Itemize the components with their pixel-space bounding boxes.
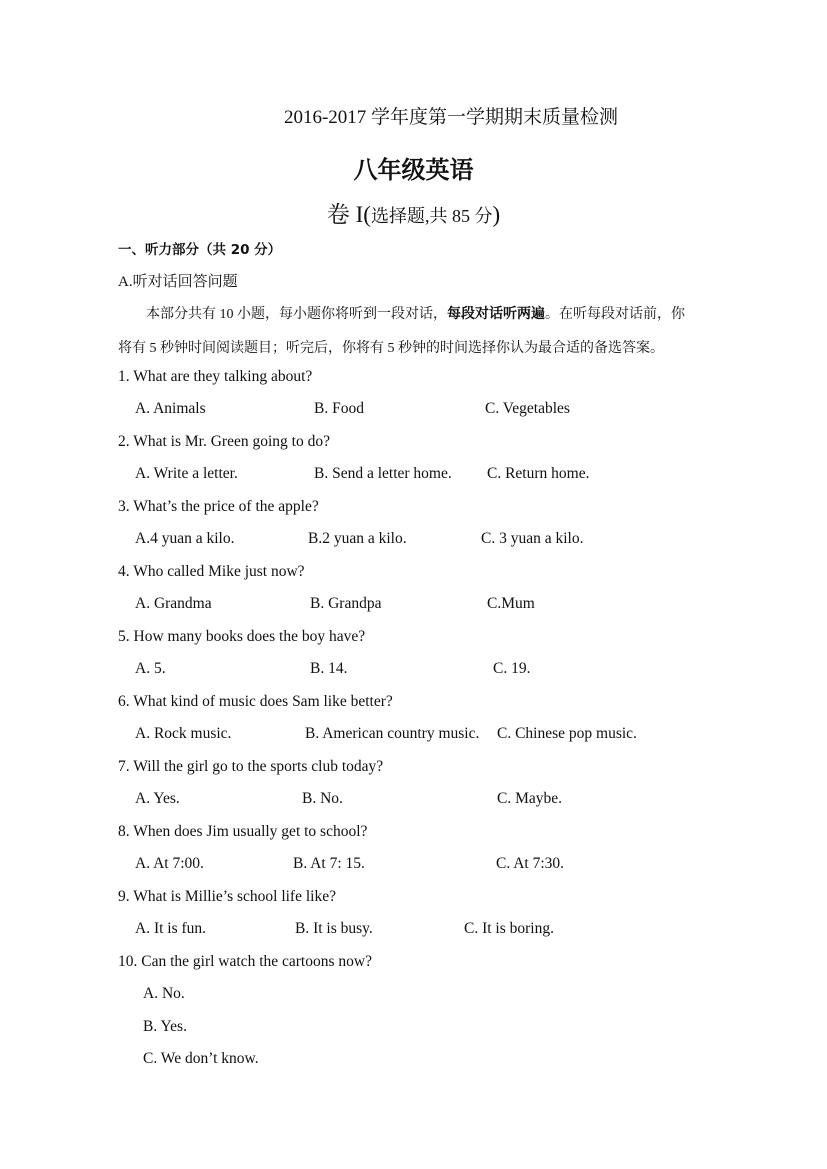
- q8-option-a: A. At 7:00.: [135, 855, 204, 872]
- q3-option-b: B.2 yuan a kilo.: [308, 530, 407, 547]
- q9-option-a: A. It is fun.: [135, 920, 207, 937]
- question-10: 10. Can the girl watch the cartoons now?: [118, 953, 372, 970]
- question-7: 7. Will the girl go to the sports club today?: [118, 758, 384, 775]
- q1-option-b: B. Food: [314, 400, 364, 417]
- question-8: 8. When does Jim usually get to school?: [118, 823, 368, 840]
- q5-option-c: C. 19.: [493, 660, 531, 677]
- question-6: 6. What kind of music does Sam like better?: [118, 693, 393, 710]
- question-5: 5. How many books does the boy have?: [118, 628, 366, 645]
- q3-option-c: C. 3 yuan a kilo.: [481, 530, 584, 547]
- q8-option-b: B. At 7: 15.: [293, 855, 365, 872]
- q4-option-b: B. Grandpa: [310, 595, 382, 612]
- q10-option-b: B. Yes.: [143, 1018, 187, 1035]
- q9-option-b: B. It is busy.: [295, 920, 373, 937]
- exam-title: 2016-2017 学年度第一学期期末质量检测: [283, 107, 619, 128]
- instruction-line-2: 将有 5 秒钟时间阅读题目；听完后，你将有 5 秒钟的时间选择你认为最合适的备选答案。: [118, 341, 664, 356]
- q8-option-c: C. At 7:30.: [496, 855, 565, 872]
- paper-label: [0, 196, 827, 229]
- paper-label-close: ): [492, 202, 501, 227]
- instruction-bold: 每段对话听两遍: [447, 306, 545, 322]
- q2-option-b: B. Send a letter home.: [314, 465, 452, 482]
- q10-option-a: A. No.: [143, 985, 185, 1002]
- question-1: 1. What are they talking about?: [118, 368, 313, 385]
- q1-option-c: C. Vegetables: [485, 400, 570, 417]
- paper-label-detail: 选择题,共 85 分: [370, 206, 493, 226]
- section-part: A.听对话回答问题: [118, 274, 238, 290]
- question-9: 9. What is Millie’s school life like?: [118, 888, 336, 905]
- q4-option-c: C.Mum: [487, 595, 535, 612]
- q5-option-a: A. 5.: [135, 660, 166, 677]
- section-title: 一、听力部分（共 20 分）: [118, 242, 282, 258]
- q2-option-a: A. Write a letter.: [135, 465, 238, 482]
- q7-option-b: B. No.: [302, 790, 343, 807]
- question-2: 2. What is Mr. Green going to do?: [118, 433, 330, 450]
- q3-option-a: A.4 yuan a kilo.: [135, 530, 235, 547]
- q2-option-c: C. Return home.: [487, 465, 590, 482]
- question-3: 3. What’s the price of the apple?: [118, 498, 319, 515]
- instruction-pre: 本部分共有 10 小题，每小题你将听到一段对话，: [146, 307, 447, 322]
- q6-option-b: B. American country music.: [305, 725, 480, 742]
- q5-option-b: B. 14.: [310, 660, 348, 677]
- q6-option-a: A. Rock music.: [135, 725, 232, 742]
- q7-option-a: A. Yes.: [135, 790, 180, 807]
- q7-option-c: C. Maybe.: [497, 790, 563, 807]
- instruction-line-1: [146, 303, 685, 323]
- q4-option-a: A. Grandma: [135, 595, 212, 612]
- question-4: 4. Who called Mike just now?: [118, 563, 305, 580]
- q1-option-a: A. Animals: [135, 400, 206, 417]
- instruction-post: 。在听每段对话前，你: [545, 307, 685, 322]
- q9-option-c: C. It is boring.: [464, 920, 554, 937]
- subject-title: 八年级英语: [353, 156, 474, 184]
- q10-option-c: C. We don’t know.: [143, 1050, 259, 1067]
- q6-option-c: C. Chinese pop music.: [497, 725, 637, 742]
- paper-label-prefix: 卷 I(: [326, 202, 371, 227]
